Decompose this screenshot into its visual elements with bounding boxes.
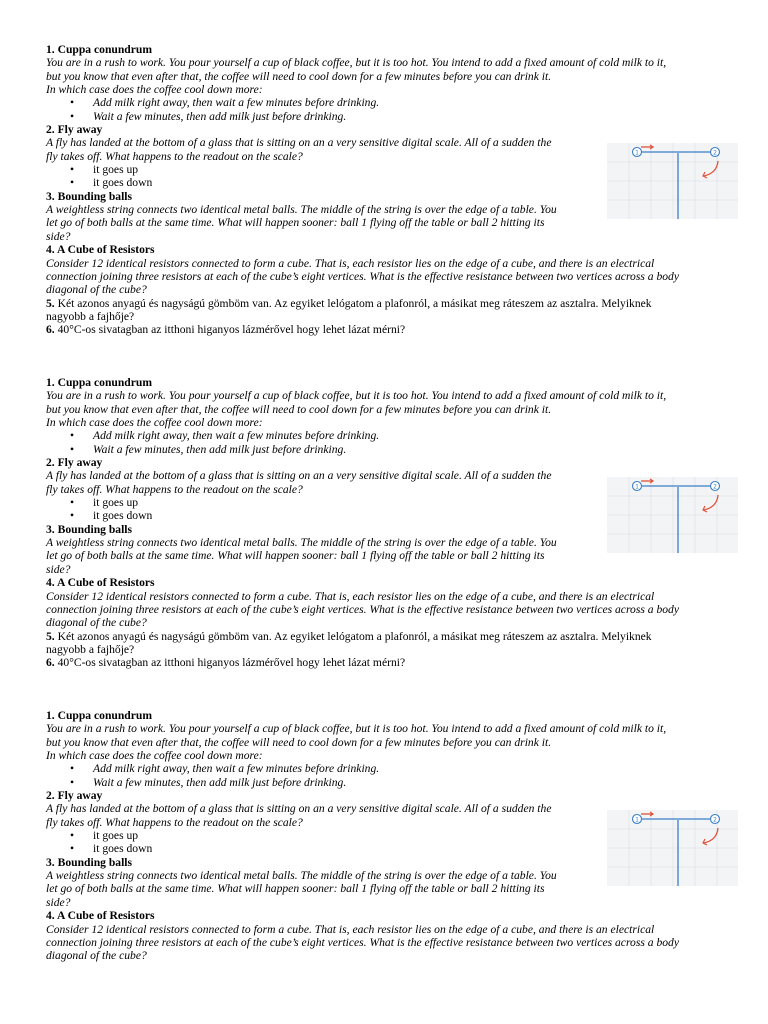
question-2-text: A fly has landed at the bottom of a glass that is sitting on an a very sensitive digital scale. All of a sudden the: [46, 469, 552, 483]
question-4-text: diagonal of the cube?: [46, 949, 147, 963]
question-3-title: 3. Bounding balls: [46, 189, 133, 203]
question-4-title: 4. A Cube of Resistors: [46, 909, 155, 923]
question-6-text: 40°C-os sivatagban az itthoni higanyos lázmérővel hogy lehet lázat mérni?: [54, 323, 406, 337]
question-4-text: diagonal of the cube?: [46, 616, 147, 630]
question-5-text: Két azonos anyagú és nagyságú gömböm van. Az egyiket lelógatom a plafonról, a másikat meg ráteszem az asztalra. Melyiknek: [54, 296, 652, 310]
question-1-option: • Add milk right away, then wait a few minutes before drinking.: [46, 429, 736, 442]
question-6: [46, 323, 736, 336]
question-1-title: 1. Cuppa conundrum: [46, 709, 152, 722]
question-1-prompt: In which case does the coffee cool down more:: [46, 749, 263, 763]
question-3-text: A weightless string connects two identical metal balls. The middle of the string is over the edge of a table. You: [46, 536, 557, 550]
question-3-title: 3. Bounding balls: [46, 522, 133, 536]
question-5-number: 5.: [46, 296, 55, 310]
ball-label: 1: [635, 816, 639, 824]
question-2-text: fly takes off. What happens to the readout on the scale?: [46, 482, 303, 496]
question-5-number: 5.: [46, 629, 55, 643]
question-2-text: fly takes off. What happens to the readout on the scale?: [46, 815, 303, 829]
question-2-option: • it goes down: [46, 842, 736, 855]
question-1-text: but you know that even after that, the coffee will need to cool down for a few minutes before you can drink it.: [46, 735, 552, 749]
question-2-title: 2. Fly away: [46, 123, 103, 137]
question-2-title: 2. Fly away: [46, 456, 103, 470]
ball-label: 1: [635, 483, 639, 491]
question-2-text: A fly has landed at the bottom of a glass that is sitting on an a very sensitive digital scale. All of a sudden the: [46, 802, 552, 816]
question-1-prompt: In which case does the coffee cool down more:: [46, 416, 263, 430]
question-2-title: 2. Fly away: [46, 789, 103, 803]
question-6-text: 40°C-os sivatagban az itthoni higanyos lázmérővel hogy lehet lázat mérni?: [54, 656, 406, 670]
question-3-text: let go of both balls at the same time. What will happen sooner: ball 1 flying off the table or ball 2 hitting its: [46, 216, 545, 230]
question-5-text: nagyobb a fajhője?: [46, 642, 135, 656]
question-5: [46, 630, 736, 643]
question-3-text: let go of both balls at the same time. What will happen sooner: ball 1 flying off the table or ball 2 hitting its: [46, 549, 545, 563]
ball-label: 2: [713, 149, 717, 157]
question-6-number: 6.: [46, 656, 55, 670]
question-3-text: let go of both balls at the same time. What will happen sooner: ball 1 flying off the table or ball 2 hitting its: [46, 882, 545, 896]
question-6-number: 6.: [46, 323, 55, 337]
question-2-option: • it goes down: [46, 509, 736, 522]
question-1-title: 1. Cuppa conundrum: [46, 376, 152, 389]
question-1-option: • Add milk right away, then wait a few minutes before drinking.: [46, 96, 736, 109]
question-4-text: Consider 12 identical resistors connected to form a cube. That is, each resistor lies on the edge of a cube, and there is an electrical: [46, 589, 655, 603]
question-1-option: • Add milk right away, then wait a few minutes before drinking.: [46, 762, 736, 775]
ball-label: 2: [713, 816, 717, 824]
question-1-text: You are in a rush to work. You pour yourself a cup of black coffee, but it is too hot. You intend to add a fixed amount of cold milk to it,: [46, 389, 667, 403]
question-2-option: • it goes down: [46, 176, 736, 189]
question-3-text: side?: [46, 562, 71, 576]
question-3-text: A weightless string connects two identical metal balls. The middle of the string is over the edge of a table. You: [46, 203, 557, 217]
question-2-option: • it goes up: [46, 829, 736, 842]
question-1-title: 1. Cuppa conundrum: [46, 43, 152, 56]
question-2-option: • it goes up: [46, 496, 736, 509]
question-3-text: A weightless string connects two identical metal balls. The middle of the string is over the edge of a table. You: [46, 869, 557, 883]
question-3-text: side?: [46, 229, 71, 243]
ball-label: 2: [713, 483, 717, 491]
question-4-title: 4. A Cube of Resistors: [46, 243, 155, 257]
question-3-text: side?: [46, 895, 71, 909]
question-4-title: 4. A Cube of Resistors: [46, 576, 155, 590]
question-3-title: 3. Bounding balls: [46, 855, 133, 869]
question-1-text: You are in a rush to work. You pour yourself a cup of black coffee, but it is too hot. You intend to add a fixed amount of cold milk to it,: [46, 722, 667, 736]
question-2-text: A fly has landed at the bottom of a glass that is sitting on an a very sensitive digital scale. All of a sudden the: [46, 136, 552, 150]
question-1-option: • Wait a few minutes, then add milk just before drinking.: [46, 776, 736, 789]
question-2-text: fly takes off. What happens to the readout on the scale?: [46, 149, 303, 163]
question-4-text: Consider 12 identical resistors connected to form a cube. That is, each resistor lies on the edge of a cube, and there is an electrical: [46, 922, 655, 936]
question-4-text: connection joining three resistors at each of the cube’s eight vertices. What is the effective resistance between two vertices across a body: [46, 269, 679, 283]
question-5: [46, 297, 736, 310]
question-4-text: Consider 12 identical resistors connected to form a cube. That is, each resistor lies on the edge of a cube, and there is an electrical: [46, 256, 655, 270]
question-6: [46, 656, 736, 669]
question-5-text: Két azonos anyagú és nagyságú gömböm van. Az egyiket lelógatom a plafonról, a másikat meg ráteszem az asztalra. Melyiknek: [54, 629, 652, 643]
question-1-text: You are in a rush to work. You pour yourself a cup of black coffee, but it is too hot. You intend to add a fixed amount of cold milk to it,: [46, 56, 667, 70]
question-5-text: nagyobb a fajhője?: [46, 309, 135, 323]
question-1-text: but you know that even after that, the coffee will need to cool down for a few minutes before you can drink it.: [46, 69, 552, 83]
question-1-option: • Wait a few minutes, then add milk just before drinking.: [46, 443, 736, 456]
question-4-text: connection joining three resistors at each of the cube’s eight vertices. What is the effective resistance between two vertices across a body: [46, 935, 679, 949]
bounding-balls-figure: [607, 810, 738, 886]
bounding-balls-figure: [607, 477, 738, 553]
question-1-option: • Wait a few minutes, then add milk just before drinking.: [46, 110, 736, 123]
ball-label: 1: [635, 149, 639, 157]
question-4-text: connection joining three resistors at each of the cube’s eight vertices. What is the effective resistance between two vertices across a body: [46, 602, 679, 616]
bounding-balls-figure: [607, 143, 738, 219]
question-2-option: • it goes up: [46, 163, 736, 176]
question-1-text: but you know that even after that, the coffee will need to cool down for a few minutes before you can drink it.: [46, 402, 552, 416]
question-4-text: diagonal of the cube?: [46, 283, 147, 297]
question-1-prompt: In which case does the coffee cool down more:: [46, 83, 263, 97]
